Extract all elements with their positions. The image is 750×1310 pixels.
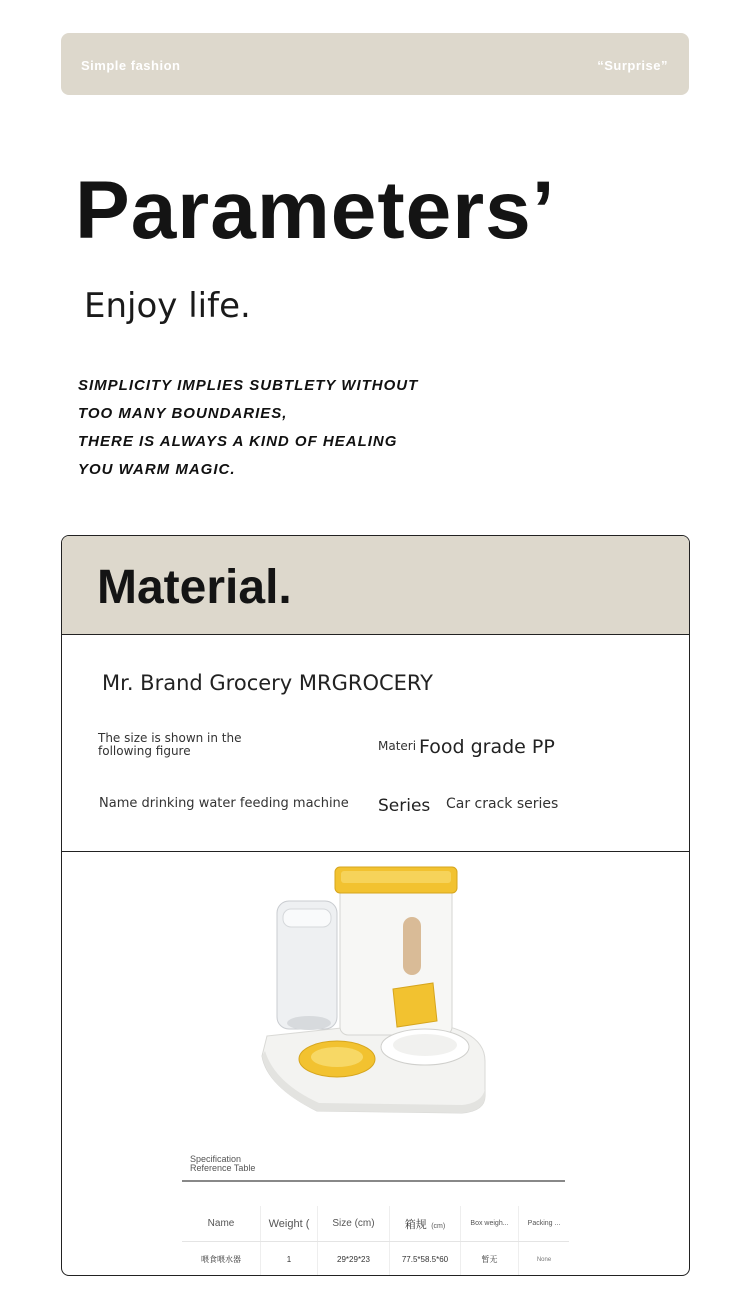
spec-cell: 77.5*58.5*60 [390, 1242, 461, 1277]
spec-table [182, 1206, 569, 1276]
tagline [78, 372, 418, 484]
spec-divider [182, 1180, 565, 1182]
size-note: The size is shown in the following figure [98, 731, 242, 758]
page-subtitle: Enjoy life. [84, 286, 251, 326]
spec-cell: None [536, 1256, 552, 1263]
spec-caption-line: Specification [190, 1154, 242, 1164]
tagline-line: YOU WARM MAGIC. [78, 461, 236, 478]
spec-cell: 1 [261, 1242, 318, 1277]
material-value: Food grade PP [419, 736, 555, 758]
spec-cell: 暂无 [461, 1242, 519, 1277]
spec-header-cell: Packing ... [519, 1206, 570, 1242]
spec-caption [190, 1155, 255, 1173]
product-image [257, 861, 497, 1116]
spec-header-unit: (cm) [431, 1222, 446, 1230]
material-label: Materi [378, 739, 417, 753]
material-panel [61, 535, 690, 1276]
brand-name: Mr. Brand Grocery MRGROCERY [102, 671, 434, 695]
spec-header-cell: Size (cm) [318, 1206, 390, 1242]
spec-header-text: 箱规 [404, 1218, 427, 1231]
spec-cell: 喂食喂水器 [182, 1242, 261, 1277]
tagline-line: TOO MANY BOUNDARIES, [78, 405, 288, 422]
spec-header-row [182, 1206, 569, 1242]
spec-header-cell [390, 1206, 461, 1242]
banner-left-text: Simple fashion [81, 58, 181, 73]
spec-header-cell: Name [182, 1206, 261, 1242]
spec-cell: 29*29*23 [318, 1242, 390, 1277]
spec-data-row [182, 1242, 569, 1277]
series-value: Car crack series [446, 796, 559, 812]
material-header [62, 536, 689, 635]
product-name: Name drinking water feeding machine [99, 796, 349, 811]
spec-caption-line: Reference Table [190, 1163, 256, 1173]
spec-header-cell: Box weigh... [461, 1206, 519, 1242]
product-info [62, 635, 689, 852]
top-banner [61, 33, 689, 95]
spec-header-cell: Weight ( [261, 1206, 318, 1242]
tagline-line: SIMPLICITY IMPLIES SUBTLETY WITHOUT [78, 377, 419, 394]
page-title: Parameters’ [75, 165, 556, 256]
tagline-line: THERE IS ALWAYS A KIND OF HEALING [78, 433, 398, 450]
material-title: Material. [97, 561, 292, 614]
series-label: Series [378, 796, 431, 816]
banner-right-text: “Surprise” [597, 58, 668, 73]
